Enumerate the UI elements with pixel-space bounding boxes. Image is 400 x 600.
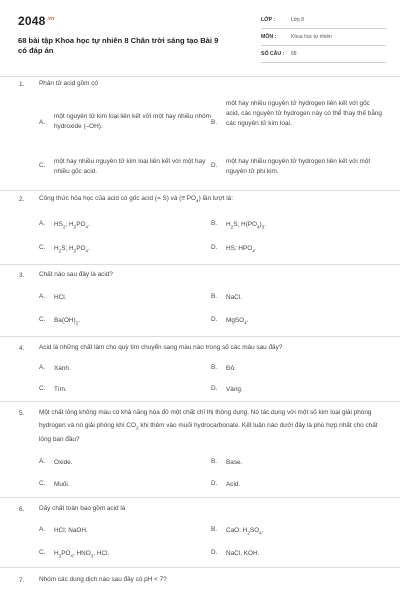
option-text: NaCl. — [226, 294, 242, 301]
option-b[interactable] — [211, 99, 383, 149]
meta-value: Khoa học tự nhiên — [291, 34, 332, 40]
question-text: Nhóm các dung dịch nào sau đây có pH < 7? — [39, 576, 167, 583]
logo-suffix: .vn — [46, 16, 55, 22]
option-text: MgSO$_4$. — [226, 317, 249, 326]
option-letter: C. — [39, 316, 46, 323]
question-text: Một chất lỏng không màu có khả năng hóa đỏ một chất chỉ thị thông dụng. Nó tác dụng với một số kim loại giải phóng hydrogen và nó giải phóng khí $CO_2$ khi thêm vào muối hydrocarbonate. Kết luận nào dưới đây là phù hợp nhất cho chất lỏng ban đầu? — [39, 409, 378, 444]
option-letter: B. — [211, 220, 218, 227]
site-logo[interactable] — [18, 14, 255, 28]
option-text: NaCl, KOH. — [226, 550, 260, 557]
question-divider — [0, 76, 400, 77]
logo-main: 2048 — [18, 14, 46, 28]
option-text: $H_2S$; $H_3PO_4$. — [54, 245, 90, 254]
option-letter: B. — [211, 364, 218, 371]
option-text: $H_2S$; $H(PO_4)_3$. — [226, 221, 267, 230]
option-text: $Ba(OH)_2$. — [54, 317, 81, 326]
option-text: một hay nhiều nguyên tử kim loại liên kết với một hay nhiều gốc acid. — [54, 158, 206, 175]
question-number: 3. — [19, 272, 25, 279]
question-divider — [0, 567, 400, 568]
option-d[interactable] — [211, 157, 383, 179]
meta-label: SỐ CÂU : — [261, 51, 285, 57]
option-text: Muối. — [54, 481, 70, 488]
option-letter: A. — [39, 526, 46, 533]
meta-label: LỚP : — [261, 17, 276, 23]
question-number: 1. — [19, 81, 25, 88]
question-divider — [0, 264, 400, 265]
option-letter: A. — [39, 119, 46, 126]
option-text: Tím. — [54, 386, 67, 393]
option-text: Oxide. — [54, 459, 73, 466]
option-letter: A. — [39, 364, 46, 371]
question-divider — [0, 190, 400, 191]
option-letter: A. — [39, 458, 46, 465]
option-text: Acid. — [226, 481, 241, 488]
option-letter: C. — [39, 480, 46, 487]
question-text: Phân tử acid gồm có — [39, 80, 98, 87]
option-c[interactable] — [39, 157, 211, 179]
option-text: HCl; NaOH. — [54, 527, 88, 534]
meta-row-grade — [261, 12, 386, 29]
option-letter: D. — [211, 385, 218, 392]
option-text: HS; $HPO_4$. — [226, 245, 257, 254]
meta-box — [261, 12, 386, 70]
option-letter: D. — [211, 549, 218, 556]
option-letter: D. — [211, 162, 218, 169]
option-text: một hay nhiều nguyên tử hydrogen liên kết với gốc acid, các nguyên tử hydrogen này có thể thay thế bằng các nguyên tử kim loại. — [226, 100, 382, 127]
option-text: một nguyên tử kim loại liên kết với một hay nhiều nhóm hydroxide (–OH). — [54, 113, 211, 130]
option-letter: C. — [39, 385, 46, 392]
option-text: $HS_2$; $H_3PO_4$. — [54, 221, 90, 230]
option-letter: B. — [211, 293, 218, 300]
option-text: HCl. — [54, 294, 67, 301]
question-text: Acid là những chất làm cho quỳ tím chuyển sang màu nào trong số các màu sau đây? — [39, 344, 283, 351]
option-letter: A. — [39, 220, 46, 227]
option-letter: D. — [211, 480, 218, 487]
option-letter: C. — [39, 549, 46, 556]
meta-value: Lớp 8 — [291, 17, 305, 23]
page-title: 68 bài tập Khoa học tự nhiên 8 Chân trời sáng tạo Bài 9 có đáp án — [18, 36, 219, 55]
option-letter: A. — [39, 293, 46, 300]
question-text: Chất nào sau đây là acid? — [39, 271, 113, 278]
meta-row-count — [261, 46, 386, 63]
option-letter: D. — [211, 316, 218, 323]
question-divider — [0, 497, 400, 498]
question-divider — [0, 336, 400, 337]
meta-value: 68 — [291, 51, 297, 57]
option-text: một hay nhiều nguyên tử hydrogen liên kết với một nguyên tử phi kim. — [226, 158, 371, 175]
option-letter: B. — [211, 526, 218, 533]
option-letter: C. — [39, 244, 46, 251]
question-text: Công thức hóa học của acid có gốc acid (= S) và (≡ $PO_4$) lần lượt là: — [39, 195, 233, 204]
question-number: 7. — [19, 577, 25, 584]
document-header — [0, 0, 400, 70]
question-number: 5. — [19, 410, 25, 417]
question-number: 4. — [19, 345, 25, 352]
option-a[interactable] — [39, 112, 211, 142]
question-text: Dãy chất toàn bao gồm acid là — [39, 505, 126, 512]
option-text: $H_3PO_4$, $HNO_3$, HCl. — [54, 550, 110, 559]
option-letter: C. — [39, 162, 46, 169]
option-text: Vàng. — [226, 386, 243, 393]
question-divider — [0, 401, 400, 402]
question-number: 2. — [19, 196, 25, 203]
option-letter: B. — [211, 458, 218, 465]
meta-label: MÔN : — [261, 34, 277, 40]
meta-row-subject — [261, 29, 386, 46]
option-text: Base. — [226, 459, 243, 466]
option-text: Đỏ. — [226, 365, 236, 372]
option-letter: B. — [211, 119, 218, 126]
question-number: 6. — [19, 506, 25, 513]
option-text: CaO; $H_2SO_4$. — [226, 527, 264, 536]
option-text: Xanh. — [54, 365, 71, 372]
option-letter: D. — [211, 244, 218, 251]
